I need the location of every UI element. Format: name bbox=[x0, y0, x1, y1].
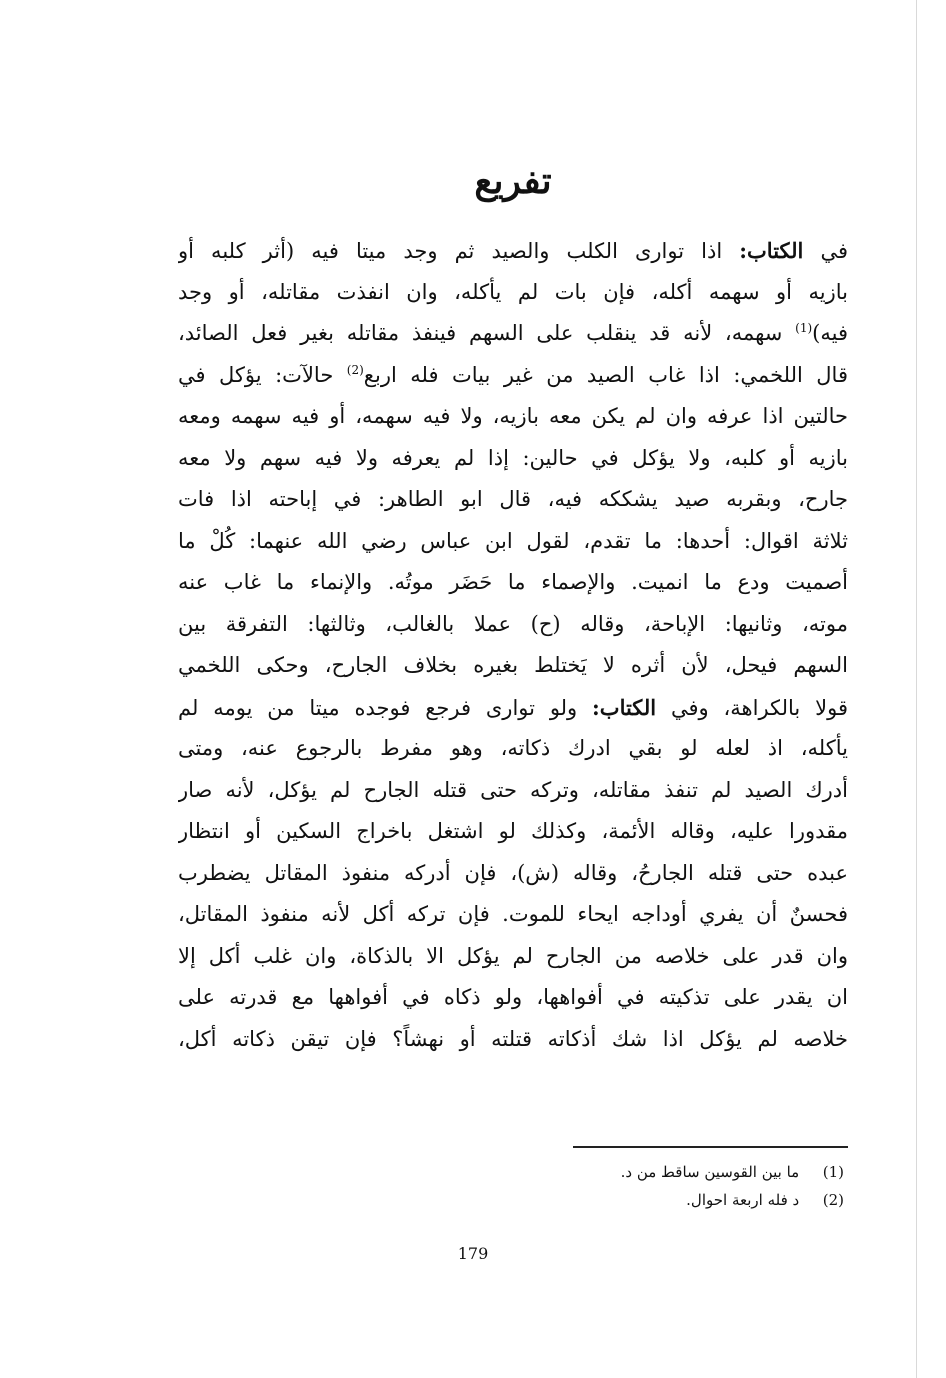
text-segment: ولو توارى فرجع فوجده ميتا من يومه لم bbox=[178, 695, 593, 720]
text-line bbox=[178, 811, 848, 853]
text-line bbox=[178, 438, 848, 480]
text-segment: وان قدر على خلاصه من الجارح لم يؤكل الا بالذكاة، وان غلب أكل إلا bbox=[178, 943, 848, 968]
text-line bbox=[178, 977, 848, 1019]
text-line bbox=[178, 479, 848, 521]
footnote-number: (1) bbox=[822, 1163, 844, 1181]
page-number: 179 bbox=[457, 1244, 489, 1263]
text-segment: حالتين اذا عرفه وان لم يكن معه بازيه، ولا فيه سهمه، أو فيه سهمه ومعه bbox=[178, 404, 848, 428]
text-line bbox=[178, 936, 848, 978]
page-content bbox=[178, 160, 848, 1209]
text-segment: يأكله، اذ لعله لو بقي ادرك ذكاته، وهو مفرط بالرجوع عنه، ومتى bbox=[178, 736, 848, 760]
text-line bbox=[178, 687, 848, 729]
footnotes bbox=[178, 1158, 844, 1214]
text-segment: اذا توارى الكلب والصيد ثم وجد ميتا فيه (أثر كلبه أو bbox=[178, 239, 740, 263]
text-line bbox=[178, 355, 848, 397]
text-line bbox=[178, 1019, 848, 1061]
text-segment: في bbox=[803, 239, 848, 263]
body-text bbox=[178, 230, 848, 1060]
text-line bbox=[178, 853, 848, 895]
text-line bbox=[178, 313, 848, 355]
text-segment: جارح، وبقربه صيد يشككه فيه، قال ابو الطاهر: في إباحته اذا فات bbox=[178, 487, 848, 511]
text-segment: مقدورا عليه، وقاله الأئمة، وكذلك لو اشتغل باخراج السكين أو انتظار bbox=[178, 819, 848, 843]
text-segment: قال اللخمي: اذا غاب الصيد من غير بيات فله اربع bbox=[363, 362, 848, 387]
footnote-text: د فله اربعة احوال. bbox=[686, 1191, 800, 1209]
text-segment: قولا بالكراهة، وفي bbox=[656, 695, 848, 720]
text-segment: فحسنٌ أن يفري أوداجه ايحاء للموت. فإن تركه أكل لأنه منفوذ المقاتل، bbox=[178, 902, 848, 926]
text-segment: فيه) bbox=[812, 321, 848, 345]
text-segment: بازيه أو سهمه أكله، فإن بات لم يأكله، وان انفذت مقاتله، أو وجد bbox=[178, 279, 848, 304]
page-edge-line bbox=[916, 0, 917, 1378]
footnote-ref: (2) bbox=[346, 362, 364, 377]
text-line bbox=[178, 645, 848, 687]
text-line bbox=[178, 894, 848, 936]
footnote-1 bbox=[178, 1158, 844, 1186]
text-line bbox=[178, 770, 848, 812]
text-segment: أدرك الصيد لم تنفذ مقاتله، وتركه حتى قتله الجارح لم يؤكل، لأنه صار bbox=[178, 777, 848, 802]
bold-term: الكتاب: bbox=[739, 238, 804, 263]
text-line bbox=[178, 604, 848, 646]
text-segment: السهم فيحل، لأن أثره لا يَختلط بغيره بخلاف الجارح، وحكى اللخمي bbox=[178, 653, 848, 677]
text-line bbox=[178, 230, 848, 272]
footnote-text: ما بين القوسين ساقط من د. bbox=[620, 1163, 800, 1181]
text-segment: عبده حتى قتله الجارحُ، وقاله (ش)، فإن أدركه منفوذ المقاتل يضطرب bbox=[178, 860, 848, 885]
text-segment: موته، وثانيها: الإباحة، وقاله (ح) عملا بالغالب، وثالثها: التفرقة بين bbox=[178, 611, 848, 636]
text-line bbox=[178, 728, 848, 770]
footnote-2 bbox=[178, 1186, 844, 1214]
text-line bbox=[178, 521, 848, 563]
text-segment: سهمه، لأنه قد ينقلب على السهم فينفذ مقاتله بغير فعل الصائد، bbox=[178, 321, 796, 345]
footnote-ref: (1) bbox=[795, 321, 813, 335]
page-title: تفريع bbox=[474, 160, 552, 202]
text-segment: ثلاثة اقوال: أحدها: ما تقدم، لقول ابن عباس رضي الله عنهما: كُلْ ما bbox=[178, 528, 848, 553]
text-segment: أصميت ودع ما انميت. والإصماء ما حَضَر موتُه. والإنماء ما غاب عنه bbox=[178, 570, 848, 594]
footnote-separator bbox=[573, 1146, 848, 1148]
text-line bbox=[178, 562, 848, 604]
text-segment: بازيه أو كلبه، ولا يؤكل في حالين: إذا لم يعرفه ولا فيه سهم ولا معه bbox=[178, 445, 848, 470]
bold-term: الكتاب: bbox=[592, 694, 657, 720]
text-segment: خلاصه لم يؤكل اذا شك أذكاته قتلته أو نهشاً؟ فإن تيقن ذكاته أكل، bbox=[178, 1026, 848, 1051]
text-segment: ان يقدر على تذكيته في أفواهها، ولو ذكاه في أفواهها مع قدرته على bbox=[178, 985, 848, 1009]
text-line bbox=[178, 396, 848, 438]
footnote-number: (2) bbox=[822, 1191, 844, 1209]
text-line bbox=[178, 272, 848, 314]
text-segment: حالآت: يؤكل في bbox=[178, 362, 347, 387]
